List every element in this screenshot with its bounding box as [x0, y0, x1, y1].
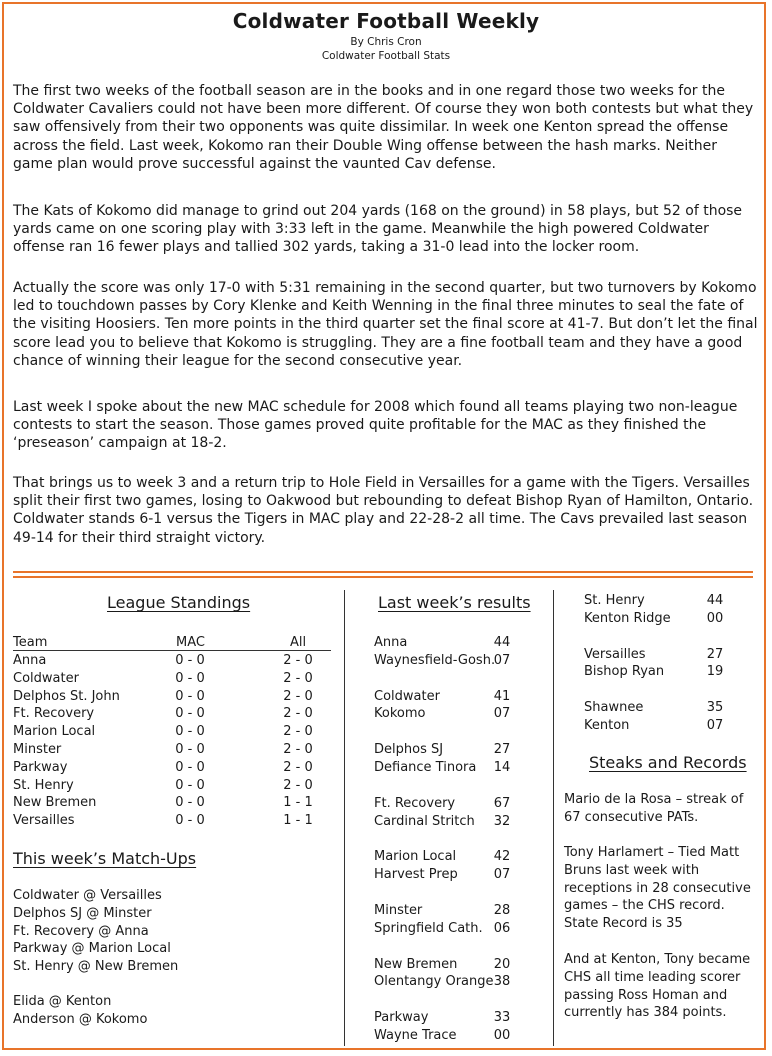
standings-mac-record: 0 - 0: [175, 653, 205, 668]
results-title: Last week’s results: [378, 593, 531, 612]
result-score: 27: [493, 742, 511, 758]
divider-rule: [13, 576, 753, 578]
result-team: Harvest Prep: [374, 867, 458, 883]
matchup-item: Delphos SJ @ Minster: [13, 905, 152, 921]
result-team: Springfield Cath.: [374, 920, 483, 936]
article-paragraph: Last week I spoke about the new MAC schedule for 2008 which found all teams playing two non-league contests to start the season. Those games proved quite profitable for the MAC as they finished the ‘preseason’ campaign at 18-2.: [13, 399, 738, 452]
matchup-item: Parkway @ Marion Local: [13, 941, 171, 957]
result-team: Parkway: [374, 1010, 429, 1026]
result-team: Versailles: [584, 646, 646, 662]
column-divider: [553, 590, 554, 1046]
result-team: Minster: [374, 903, 423, 918]
streak-item: Mario de la Rosa – streak of 67 consecutive PATs.: [564, 792, 744, 825]
result-score: 67: [493, 795, 511, 811]
standings-all-record: 2 - 0: [283, 724, 313, 740]
result-score: 07: [706, 718, 724, 733]
standings-all-record: 1 - 1: [283, 813, 313, 829]
standings-team: Anna: [13, 653, 47, 668]
result-team: New Bremen: [374, 956, 458, 972]
result-team: Wayne Trace: [374, 1028, 457, 1043]
standings-all-record: 2 - 0: [283, 670, 313, 686]
article-paragraph: The first two weeks of the football season are in the books and in one regard those two weeks for the Coldwater Cavaliers could not have been more different. Of course they won both contests but what they saw offensively from their two opponents was quite dissimilar. In week one Kenton spread the offense across the field. Last week, Kokomo ran their Double Wing offense between the hash marks. Neither game plan would prove successful against the vaunted Cav defense.: [13, 83, 754, 172]
standings-all-record: 1 - 1: [283, 795, 313, 811]
result-score: 41: [493, 688, 511, 704]
result-score: 38: [493, 974, 511, 990]
standings-team: Versailles: [13, 813, 75, 829]
result-score: 28: [493, 903, 511, 918]
divider-rule: [13, 571, 753, 573]
article-paragraph: That brings us to week 3 and a return trip to Hole Field in Versailles for a game with the Tigers. Versailles split their first two games, losing to Oakwood but rebounding to defeat Bishop Ryan of Hamilton, Ontario. Coldwater stands 6-1 versus the Tigers in MAC play and 22-28-2 all time. The Cavs prevailed last season 49-14 for their third straight victory.: [13, 475, 754, 546]
newsletter-title: Coldwater Football Weekly: [232, 9, 540, 33]
standings-team: Minster: [13, 742, 62, 757]
standings-header-mac: MAC: [176, 635, 205, 650]
standings-team: New Bremen: [13, 795, 97, 811]
result-team: Marion Local: [374, 849, 457, 865]
result-score: 44: [706, 593, 724, 608]
byline-subtitle: Coldwater Football Stats: [321, 50, 451, 62]
standings-team: Parkway: [13, 759, 68, 775]
result-team: Waynesfield-Gosh.: [374, 652, 496, 668]
streak-item: And at Kenton, Tony became CHS all time leading scorer passing Ross Homan and currently has 384 points.: [564, 952, 751, 1021]
result-team: Olentangy Orange: [374, 974, 494, 990]
result-score: 07: [493, 706, 511, 722]
standings-all-record: 2 - 0: [283, 759, 313, 775]
standings-mac-record: 0 - 0: [175, 706, 205, 722]
standings-all-record: 2 - 0: [283, 688, 313, 704]
matchup-item: Elida @ Kenton: [13, 994, 112, 1009]
matchups-title: This week’s Match-Ups: [13, 849, 197, 868]
standings-title: League Standings: [107, 593, 251, 612]
result-score: 00: [493, 1028, 511, 1043]
result-score: 27: [706, 646, 724, 662]
result-score: 00: [706, 610, 724, 626]
standings-header-all: All: [290, 635, 307, 650]
standings-team: Ft. Recovery: [13, 706, 95, 722]
result-score: 07: [493, 652, 511, 668]
standings-mac-record: 0 - 0: [175, 813, 205, 829]
standings-team: Marion Local: [13, 724, 96, 740]
column-divider: [344, 590, 345, 1046]
byline: By Chris Cron: [350, 36, 422, 48]
result-score: 07: [493, 867, 511, 883]
result-score: 14: [493, 760, 511, 775]
result-score: 06: [493, 920, 511, 936]
result-score: 35: [706, 700, 724, 716]
article-paragraph: The Kats of Kokomo did manage to grind out 204 yards (168 on the ground) in 58 plays, but 52 of those yards came on one scoring play with 3:33 left in the game. Meanwhile the high powered Coldwater offense ran 16 fewer plays and tallied 302 yards, taking a 31-0 lead into the locker room.: [13, 203, 743, 256]
article-paragraph: Actually the score was only 17-0 with 5:31 remaining in the second quarter, but two turnovers by Kokomo led to touchdown passes by Cory Klenke and Keith Wenning in the final three minutes to seal the fate of the visiting Hoosiers. Ten more points in the third quarter set the final score at 41-7. But don’t let the final score lead you to believe that Kokomo is struggling. They are a fine football team and they have a good chance of winning their league for the second consecutive year.: [13, 280, 758, 369]
matchup-item: Coldwater @ Versailles: [13, 888, 162, 903]
result-team: Kenton: [584, 718, 630, 733]
standings-all-record: 2 - 0: [283, 777, 313, 793]
standings-team: St. Henry: [13, 777, 74, 793]
streaks-title: Steaks and Records: [589, 753, 747, 772]
result-team: Cardinal Stritch: [374, 813, 475, 829]
result-team: St. Henry: [584, 593, 645, 608]
result-team: Shawnee: [584, 700, 644, 716]
matchup-item: St. Henry @ New Bremen: [13, 959, 179, 975]
standings-mac-record: 0 - 0: [175, 742, 205, 757]
standings-mac-record: 0 - 0: [175, 759, 205, 775]
standings-mac-record: 0 - 0: [175, 670, 205, 686]
standings-all-record: 2 - 0: [283, 706, 313, 722]
standings-team: Delphos St. John: [13, 688, 120, 704]
result-team: Defiance Tinora: [374, 760, 477, 775]
result-score: 44: [493, 635, 511, 650]
matchup-item: Anderson @ Kokomo: [13, 1011, 148, 1027]
standings-mac-record: 0 - 0: [175, 795, 205, 811]
standings-all-record: 2 - 0: [283, 653, 313, 668]
result-score: 32: [493, 813, 511, 829]
result-score: 42: [493, 849, 511, 865]
result-score: 19: [706, 664, 724, 680]
result-team: Kokomo: [374, 706, 426, 722]
standings-team: Coldwater: [13, 670, 79, 686]
standings-header-rule: [13, 650, 331, 651]
matchup-item: Ft. Recovery @ Anna: [13, 923, 149, 939]
streak-item: Tony Harlamert – Tied Matt Bruns last week with receptions in 28 consecutive games – the CHS record. State Record is 35: [564, 845, 751, 932]
result-team: Anna: [374, 635, 408, 650]
standings-mac-record: 0 - 0: [175, 688, 205, 704]
standings-all-record: 2 - 0: [283, 742, 313, 757]
result-team: Ft. Recovery: [374, 795, 456, 811]
result-team: Bishop Ryan: [584, 664, 665, 680]
standings-header-team: Team: [13, 635, 48, 650]
result-score: 33: [493, 1010, 511, 1026]
standings-mac-record: 0 - 0: [175, 724, 205, 740]
result-score: 20: [493, 956, 511, 972]
result-team: Coldwater: [374, 688, 440, 704]
result-team: Kenton Ridge: [584, 610, 671, 626]
result-team: Delphos SJ: [374, 742, 444, 758]
standings-mac-record: 0 - 0: [175, 777, 205, 793]
